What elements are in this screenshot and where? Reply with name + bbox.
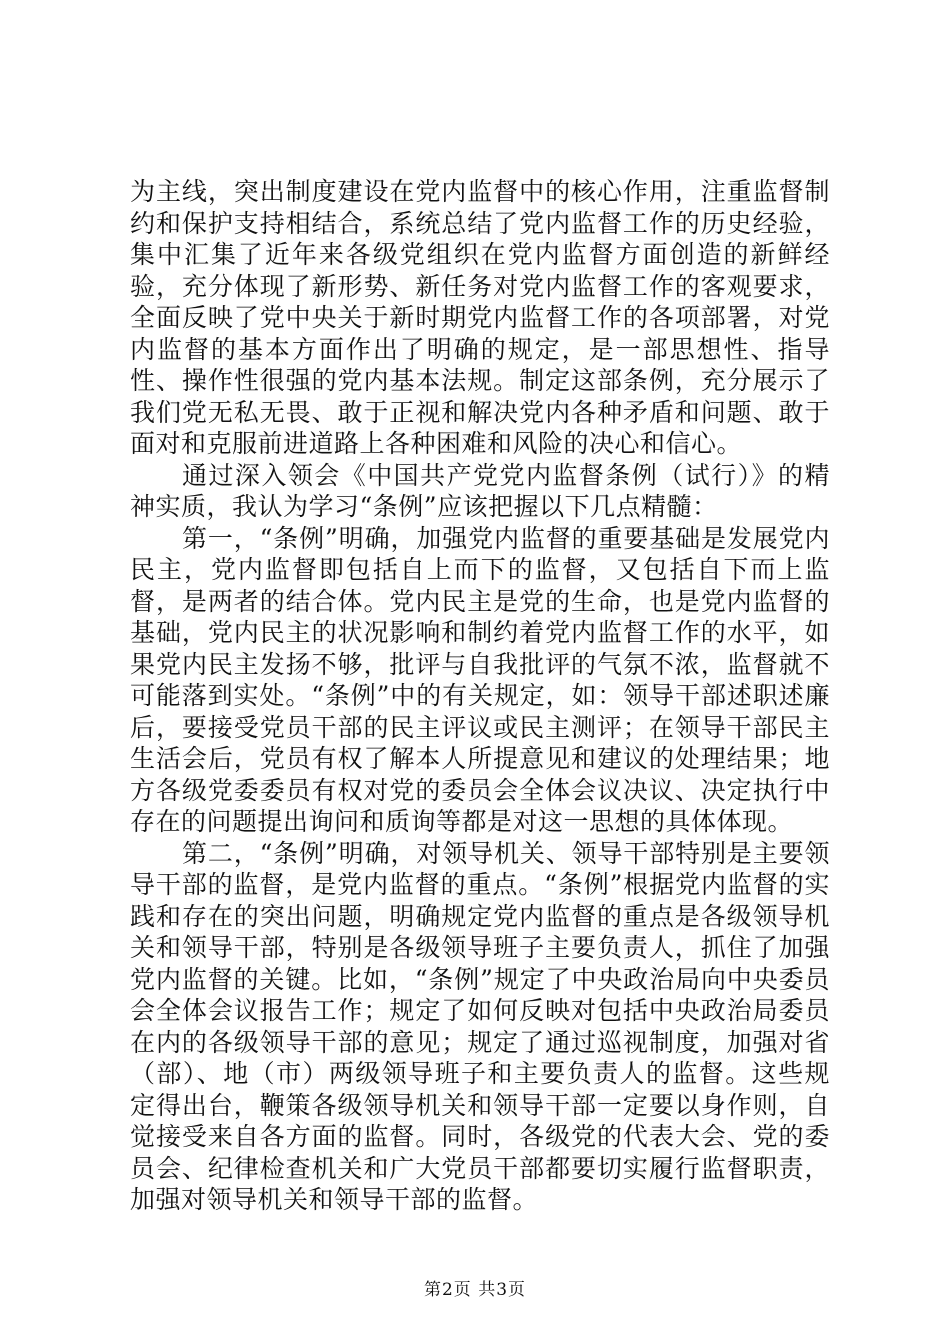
document-body	[130, 176, 830, 1216]
paragraph-intro: 通过深入领会《中国共产党党内监督条例（试行）》的精神实质，我认为学习“条例”应该把握以下几点精髓：	[130, 460, 830, 521]
paragraph-point-two: 第二，“条例”明确，对领导机关、领导干部特别是主要领导干部的监督，是党内监督的重点。“条例”根据党内监督的实践和存在的突出问题，明确规定党内监督的重点是各级领导机关和领导干部，特别是各级领导班子主要负责人，抓住了加强党内监督的关键。比如，“条例”规定了中央政治局向中央委员会全体会议报告工作；规定了如何反映对包括中央政治局委员在内的各级领导干部的意见；规定了通过巡视制度，加强对省（部）、地（市）两级领导班子和主要负责人的监督。这些规定得出台，鞭策各级领导机关和领导干部一定要以身作则，自觉接受来自各方面的监督。同时，各级党的代表大会、党的委员会、纪律检查机关和广大党员干部都要切实履行监督职责，加强对领导机关和领导干部的监督。	[130, 838, 830, 1214]
page-footer: 第2页 共3页	[423, 1280, 527, 1300]
paragraph-continuation: 为主线，突出制度建设在党内监督中的核心作用，注重监督制约和保护支持相结合，系统总结了党内监督工作的历史经验，集中汇集了近年来各级党组织在党内监督方面创造的新鲜经验，充分体现了新形势、新任务对党内监督工作的客观要求，全面反映了党中央关于新时期党内监督工作的各项部署，对党内监督的基本方面作出了明确的规定，是一部思想性、指导性、操作性很强的党内基本法规。制定这部条例，充分展示了我们党无私无畏、敢于正视和解决党内各种矛盾和问题、敢于面对和克服前进道路上各种困难和风险的决心和信心。	[130, 177, 830, 458]
paragraph-point-one: 第一，“条例”明确，加强党内监督的重要基础是发展党内民主，党内监督即包括自上而下的监督，又包括自下而上监督，是两者的结合体。党内民主是党的生命，也是党内监督的基础，党内民主的状况影响和制约着党内监督工作的水平，如果党内民主发扬不够，批评与自我批评的气氛不浓，监督就不可能落到实处。“条例”中的有关规定，如：领导干部述职述廉后，要接受党员干部的民主评议或民主测评；在领导干部民主生活会后，党员有权了解本人所提意见和建议的处理结果；地方各级党委委员有权对党的委员会全体会议决议、决定执行中存在的问题提出询问和质询等都是对这一思想的具体体现。	[130, 523, 830, 836]
